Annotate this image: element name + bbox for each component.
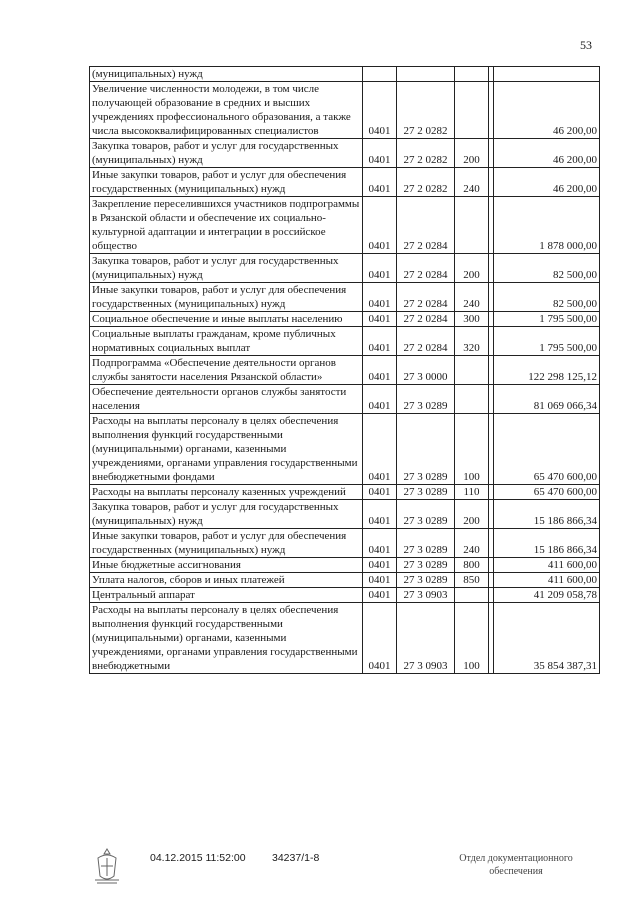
row-amount: 411 600,00 — [494, 558, 600, 573]
row-name: Иные закупки товаров, работ и услуг для обеспечения государственных (муниципальных) нужд — [90, 168, 363, 197]
page-number: 53 — [580, 38, 592, 52]
row-name: (муниципальных) нужд — [90, 67, 363, 82]
row-name: Подпрограмма «Обеспечение деятельности органов службы занятости населения Рязанской области» — [90, 356, 363, 385]
row-csr: 27 3 0289 — [397, 573, 455, 588]
department-stamp: Отдел документационного обеспечения — [459, 853, 573, 877]
row-vr — [455, 67, 489, 82]
table-row — [90, 168, 600, 197]
row-vr — [455, 356, 489, 385]
row-section: 0401 — [363, 485, 397, 500]
row-csr: 27 2 0284 — [397, 327, 455, 356]
row-csr: 27 3 0903 — [397, 588, 455, 603]
row-csr: 27 2 0284 — [397, 312, 455, 327]
table-row — [90, 588, 600, 603]
row-vr: 240 — [455, 529, 489, 558]
table-row — [90, 485, 600, 500]
row-amount: 82 500,00 — [494, 283, 600, 312]
table-row — [90, 500, 600, 529]
row-section: 0401 — [363, 603, 397, 674]
row-name: Закупка товаров, работ и услуг для государственных (муниципальных) нужд — [90, 500, 363, 529]
row-csr: 27 3 0000 — [397, 356, 455, 385]
row-name: Расходы на выплаты персоналу казенных учреждений — [90, 485, 363, 500]
row-section: 0401 — [363, 197, 397, 254]
table-row — [90, 139, 600, 168]
row-csr: 27 3 0289 — [397, 558, 455, 573]
row-csr: 27 2 0284 — [397, 197, 455, 254]
row-vr: 200 — [455, 500, 489, 529]
row-vr: 110 — [455, 485, 489, 500]
table-row — [90, 356, 600, 385]
footer-doc-number: 34237/1-8 — [272, 852, 320, 864]
row-section: 0401 — [363, 283, 397, 312]
row-csr: 27 2 0284 — [397, 254, 455, 283]
table-row — [90, 573, 600, 588]
row-section: 0401 — [363, 327, 397, 356]
row-amount: 411 600,00 — [494, 573, 600, 588]
table-row — [90, 558, 600, 573]
row-name: Социальное обеспечение и иные выплаты населению — [90, 312, 363, 327]
row-name: Расходы на выплаты персоналу в целях обеспечения выполнения функций государственными (муниципальными) органами, казенными учреждениями, органами управления государственными внебюджетными фондами — [90, 414, 363, 485]
row-vr: 100 — [455, 414, 489, 485]
row-section: 0401 — [363, 588, 397, 603]
budget-table — [89, 66, 600, 674]
row-name: Центральный аппарат — [90, 588, 363, 603]
row-csr: 27 3 0289 — [397, 485, 455, 500]
table-row — [90, 254, 600, 283]
row-amount: 81 069 066,34 — [494, 385, 600, 414]
table-row — [90, 312, 600, 327]
footer-datetime: 04.12.2015 11:52:00 — [150, 852, 246, 864]
row-amount: 122 298 125,12 — [494, 356, 600, 385]
row-amount — [494, 67, 600, 82]
row-vr: 240 — [455, 283, 489, 312]
row-csr: 27 3 0289 — [397, 414, 455, 485]
row-csr: 27 3 0903 — [397, 603, 455, 674]
row-section: 0401 — [363, 82, 397, 139]
row-section: 0401 — [363, 312, 397, 327]
table-row — [90, 82, 600, 139]
row-amount: 65 470 600,00 — [494, 414, 600, 485]
row-section: 0401 — [363, 356, 397, 385]
row-name: Расходы на выплаты персоналу в целях обеспечения выполнения функций государственными (муниципальными) органами, казенными учреждениями, органами управления государственными внебюджетными — [90, 603, 363, 674]
row-amount: 46 200,00 — [494, 82, 600, 139]
row-name: Закрепление переселившихся участников подпрограммы в Рязанской области и обеспечение их социально-культурной адаптации и интеграции в российское общество — [90, 197, 363, 254]
row-amount: 1 878 000,00 — [494, 197, 600, 254]
row-amount: 46 200,00 — [494, 168, 600, 197]
row-section: 0401 — [363, 168, 397, 197]
row-vr: 300 — [455, 312, 489, 327]
row-amount: 35 854 387,31 — [494, 603, 600, 674]
row-amount: 46 200,00 — [494, 139, 600, 168]
row-vr: 200 — [455, 139, 489, 168]
row-section: 0401 — [363, 414, 397, 485]
table-row — [90, 197, 600, 254]
row-section: 0401 — [363, 558, 397, 573]
table-row — [90, 67, 600, 82]
row-name: Иные бюджетные ассигнования — [90, 558, 363, 573]
row-csr: 27 2 0282 — [397, 82, 455, 139]
row-section: 0401 — [363, 254, 397, 283]
table-row — [90, 529, 600, 558]
row-csr: 27 3 0289 — [397, 529, 455, 558]
row-vr: 320 — [455, 327, 489, 356]
row-section: 0401 — [363, 385, 397, 414]
row-amount: 15 186 866,34 — [494, 529, 600, 558]
row-vr — [455, 82, 489, 139]
row-name: Увеличение численности молодежи, в том числе получающей образование в средних и высших учреждениях профессионального образования, а также числа высококвалифицированных специалистов — [90, 82, 363, 139]
row-vr: 240 — [455, 168, 489, 197]
table-row — [90, 327, 600, 356]
row-name: Уплата налогов, сборов и иных платежей — [90, 573, 363, 588]
row-amount: 82 500,00 — [494, 254, 600, 283]
table-row — [90, 603, 600, 674]
row-section — [363, 67, 397, 82]
row-csr — [397, 67, 455, 82]
row-vr — [455, 197, 489, 254]
row-vr: 850 — [455, 573, 489, 588]
row-section: 0401 — [363, 500, 397, 529]
row-amount: 1 795 500,00 — [494, 312, 600, 327]
row-csr: 27 2 0282 — [397, 168, 455, 197]
table-row — [90, 385, 600, 414]
row-section: 0401 — [363, 529, 397, 558]
row-csr: 27 3 0289 — [397, 500, 455, 529]
row-vr — [455, 588, 489, 603]
row-vr: 100 — [455, 603, 489, 674]
row-section: 0401 — [363, 573, 397, 588]
row-name: Иные закупки товаров, работ и услуг для обеспечения государственных (муниципальных) нужд — [90, 529, 363, 558]
row-csr: 27 2 0282 — [397, 139, 455, 168]
row-name: Иные закупки товаров, работ и услуг для обеспечения государственных (муниципальных) нужд — [90, 283, 363, 312]
row-name: Обеспечение деятельности органов службы занятости населения — [90, 385, 363, 414]
row-vr: 200 — [455, 254, 489, 283]
row-csr: 27 2 0284 — [397, 283, 455, 312]
row-csr: 27 3 0289 — [397, 385, 455, 414]
row-name: Социальные выплаты гражданам, кроме публичных нормативных социальных выплат — [90, 327, 363, 356]
row-vr — [455, 385, 489, 414]
row-name: Закупка товаров, работ и услуг для государственных (муниципальных) нужд — [90, 254, 363, 283]
row-section: 0401 — [363, 139, 397, 168]
table-row — [90, 283, 600, 312]
coat-of-arms-stamp — [90, 846, 124, 886]
row-amount: 1 795 500,00 — [494, 327, 600, 356]
row-amount: 15 186 866,34 — [494, 500, 600, 529]
row-amount: 41 209 058,78 — [494, 588, 600, 603]
table-row — [90, 414, 600, 485]
row-amount: 65 470 600,00 — [494, 485, 600, 500]
row-name: Закупка товаров, работ и услуг для государственных (муниципальных) нужд — [90, 139, 363, 168]
row-vr: 800 — [455, 558, 489, 573]
